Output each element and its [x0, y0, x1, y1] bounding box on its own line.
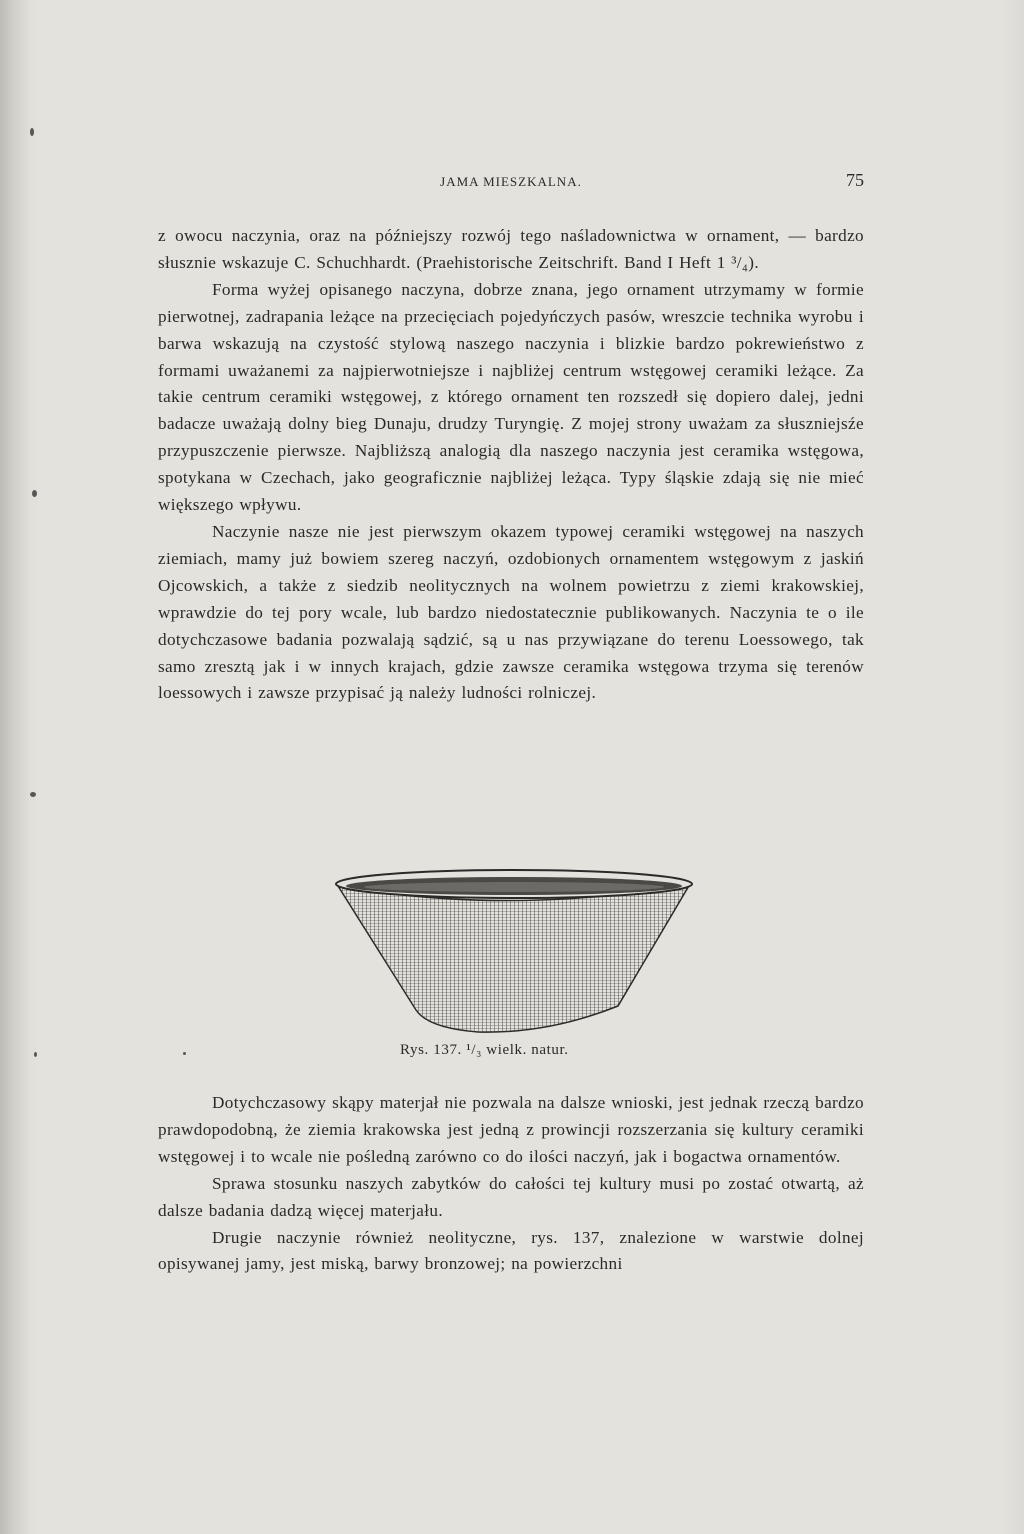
page-spine-shadow	[0, 0, 30, 1534]
paragraph: Forma wyżej opisanego naczyna, dobrze znana, jego ornament utrzymamy w formie pierwotnej, zadrapania leżące na przecięciach pojedyńczych pasów, wreszcie technika wyrobu i barwa wskazują na czystość stylową naszego naczynia i blizkie bardzo pokrewieństwo z formami uważanemi za najpierwotniejsze i najbliżej centrum wstęgowej ceramiki leżące. Za takie centrum ceramiki wstęgowej, z którego ornament ten rozszedł się dopiero dalej, jedni badacze uważają dolny bieg Dunaju, drudzy Turyngię. Z mojej strony uważam za słuszniejsźe przypuszczenie pierwsze. Najbliższą analogią dla naszego naczynia jest ceramika wstęgowa, spotykana w Czechach, jako geograficznie najbliżej leżąca. Typy śląskie zdają się nie mieć większego wpływu.	[158, 279, 864, 515]
figure-bowl-illustration	[318, 856, 708, 1036]
speck	[34, 1052, 37, 1057]
paragraph: Drugie naczynie również neolityczne, rys. 137, znalezione w warstwie dolnej opisywanej jamy, jest miską, barwy bronzowej; na powierzchni	[158, 1227, 864, 1274]
paragraph: Sprawa stosunku naszych zabytków do całości tej kultury musi po zostać otwartą, aż dalsze badania dadzą więcej materjału.	[158, 1173, 864, 1220]
paragraph: Naczynie nasze nie jest pierwszym okazem typowej ceramiki wstęgowej na naszych ziemiach, mamy już bowiem szereg naczyń, ozdobionych ornamentem wstęgowym z jaskiń Ojcowskich, a także z siedzib neolitycznych na wolnem powietrzu z ziemi krakowskiej, wprawdzie do tej pory wcale, lub bardzo niedostatecznie publikowanych. Naczynia te o ile dotychczasowe badania pozwalają sądzić, są u nas przywiązane do terenu Loessowego, tak samo zresztą jak i w innych krajach, gdzie zawsze ceramika wstęgowa trzyma się terenów loessowych i zawsze przypisać ją należy ludności rolniczej.	[158, 521, 864, 703]
paragraph: z owocu naczynia, oraz na późniejszy rozwój tego naśladownictwa w ornament, — bardzo słusznie wskazuje C. Schuchhardt. (Praehistorische Zeitschrift. Band I Heft 1 ³/₄).	[158, 226, 864, 272]
page-number: 75	[846, 170, 864, 190]
paragraph: Dotychczasowy skąpy materjał nie pozwala na dalsze wnioski, jest jednak rzeczą bardzo prawdopodobną, że ziemia krakowska jest jedną z prowincji rozszerzania się kultury ceramiki wstęgowej i to wcale nie pośledną zarówno co do ilości naczyń, jak i bogactwa ornamentów.	[158, 1093, 864, 1166]
speck	[32, 490, 37, 497]
speck	[30, 792, 36, 797]
page-header	[158, 170, 864, 194]
body-text-bottom	[158, 1090, 864, 1278]
speck	[30, 128, 34, 136]
figure-caption: Rys. 137. ¹/₃ wielk. natur.	[400, 1042, 569, 1058]
speck	[183, 1052, 186, 1055]
running-title: JAMA MIESZKALNA.	[440, 174, 582, 189]
body-text-top	[158, 223, 864, 707]
bowl-drawing	[318, 856, 708, 1036]
